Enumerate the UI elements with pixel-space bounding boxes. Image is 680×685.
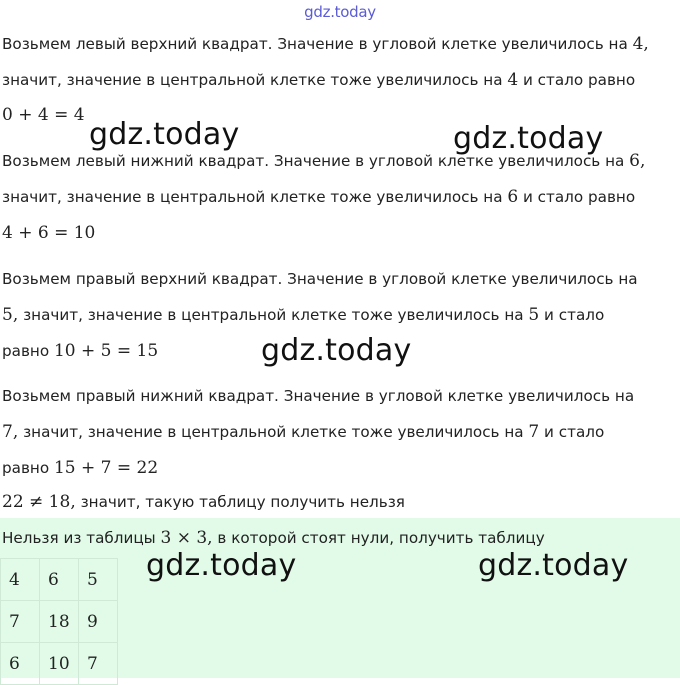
table-cell: 7 xyxy=(79,643,118,685)
table-cell: 5 xyxy=(79,559,118,601)
watermark: gdz.today xyxy=(453,121,604,156)
conclusion-text: значит, такую таблицу получить нельзя xyxy=(80,493,405,511)
block1-math: 4, xyxy=(632,34,649,54)
answer-math: 3 × 3, xyxy=(160,528,213,548)
answer-table xyxy=(0,558,118,685)
block1-math: 4 xyxy=(507,70,519,90)
block3-line3 xyxy=(2,341,158,361)
block3-text: Возьмем правый верхний квадрат. Значение в угловой клетке увеличилось на xyxy=(2,270,638,288)
answer-text: в которой стоят нули, получить таблицу xyxy=(217,529,545,547)
table-row xyxy=(1,643,118,685)
table-cell: 9 xyxy=(79,601,118,643)
block4-line1 xyxy=(2,386,634,406)
table-cell: 18 xyxy=(40,601,79,643)
table-row xyxy=(1,601,118,643)
block3-text: равно xyxy=(2,342,50,360)
block4-line3 xyxy=(2,458,158,478)
block4-text: и стало xyxy=(544,423,605,441)
table-cell: 6 xyxy=(40,559,79,601)
block2-equation: 4 + 6 = 10 xyxy=(2,223,96,243)
table-cell: 10 xyxy=(40,643,79,685)
site-logo: gdz.today xyxy=(304,3,376,21)
block2-math: 6 xyxy=(507,187,519,207)
block2-line3 xyxy=(2,223,95,243)
table-cell: 4 xyxy=(1,559,40,601)
conclusion-line xyxy=(2,492,405,512)
block2-text: и стало равно xyxy=(522,188,636,206)
block1-line2 xyxy=(2,70,635,90)
block4-text: Возьмем правый нижний квадрат. Значение в угловой клетке увеличилось на xyxy=(2,387,635,405)
answer-line xyxy=(2,528,545,548)
block4-text: значит, значение в центральной клетке тоже увеличилось на xyxy=(23,423,524,441)
watermark: gdz.today xyxy=(89,117,240,152)
block3-math: 5 xyxy=(528,305,540,325)
table-cell: 7 xyxy=(1,601,40,643)
block1-text: значит, значение в центральной клетке тоже увеличилось на xyxy=(2,71,503,89)
block1-line1 xyxy=(2,34,649,54)
block3-line1 xyxy=(2,269,638,289)
block2-math: 6, xyxy=(629,151,646,171)
block2-text: значит, значение в центральной клетке тоже увеличилось на xyxy=(2,188,503,206)
block2-text: Возьмем левый нижний квадрат. Значение в угловой клетке увеличилось на xyxy=(2,152,625,170)
block4-equation: 15 + 7 = 22 xyxy=(53,458,159,478)
block1-text: Возьмем левый верхний квадрат. Значение в угловой клетке увеличилось на xyxy=(2,35,628,53)
table-cell: 6 xyxy=(1,643,40,685)
block3-text: значит, значение в центральной клетке тоже увеличилось на xyxy=(23,306,524,324)
block1-equation: 0 + 4 = 4 xyxy=(2,105,85,125)
block1-text: и стало равно xyxy=(522,71,636,89)
block3-math: 5, xyxy=(2,305,19,325)
block4-text: равно xyxy=(2,459,50,477)
answer-text: Нельзя из таблицы xyxy=(2,529,156,547)
table-row xyxy=(1,559,118,601)
block3-line2 xyxy=(2,305,604,325)
block3-equation: 10 + 5 = 15 xyxy=(53,341,159,361)
watermark: gdz.today xyxy=(478,548,629,583)
block4-line2 xyxy=(2,422,604,442)
watermark: gdz.today xyxy=(146,548,297,583)
answer-block xyxy=(0,518,680,678)
watermark: gdz.today xyxy=(261,333,412,368)
block1-line3 xyxy=(2,105,85,125)
conclusion-math: 22 ≠ 18, xyxy=(2,492,76,512)
block4-math: 7, xyxy=(2,422,19,442)
block3-text: и стало xyxy=(544,306,605,324)
block2-line2 xyxy=(2,187,635,207)
block4-math: 7 xyxy=(528,422,540,442)
